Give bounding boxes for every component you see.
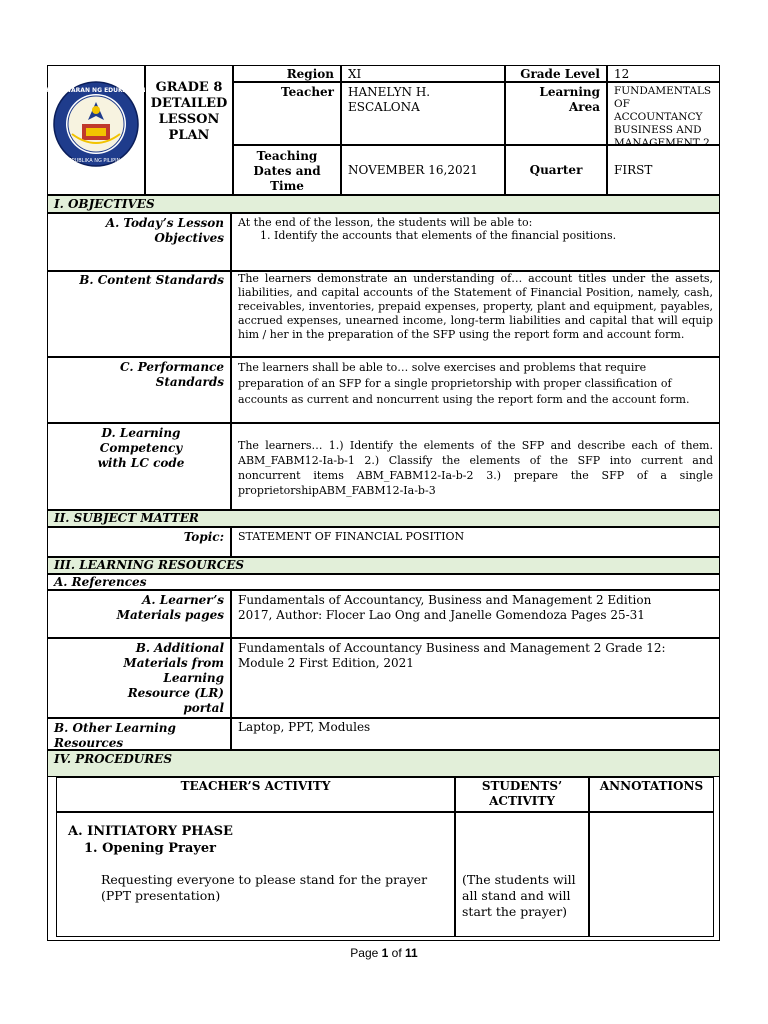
- deped-seal-logo: [46, 80, 146, 168]
- initiatory-phase-heading: A. INITIATORY PHASE: [68, 824, 233, 839]
- objectives-item-1: 1. Identify the accounts that elements of the financial positions.: [260, 229, 617, 242]
- performance-standards-label: C. Performance Standards: [47, 357, 231, 423]
- performance-standards-value: The learners shall be able to… solve exercises and problems that require preparation of an SFP for a single proprietorship with proper classification of accounts as current and noncurrent using the report form and the account form.: [231, 357, 720, 423]
- page-current: 1: [381, 946, 389, 960]
- references-label: A. References: [47, 574, 720, 590]
- other-resources-value: Laptop, PPT, Modules: [231, 718, 720, 750]
- student-activity-text: (The students will all stand and will start the prayer): [462, 872, 576, 919]
- teacher-label: Teacher: [233, 82, 341, 145]
- subject-matter-heading: II. SUBJECT MATTER: [47, 510, 720, 527]
- topic-value: STATEMENT OF FINANCIAL POSITION: [231, 527, 720, 557]
- page-number: [284, 946, 484, 960]
- content-standards-label: B. Content Standards: [47, 271, 231, 357]
- grade-level-label: Grade Level: [505, 65, 607, 82]
- grade-level-value: 12: [607, 65, 720, 82]
- teacher-value: HANELYN H. ESCALONA: [341, 82, 505, 145]
- learning-area-label: Learning Area: [505, 82, 607, 145]
- quarter-value: FIRST: [607, 145, 720, 195]
- objectives-heading: I. OBJECTIVES: [47, 195, 720, 213]
- page-prefix: Page: [350, 946, 382, 960]
- topic-label: Topic:: [47, 527, 231, 557]
- lesson-plan-title: [145, 65, 233, 195]
- teaching-dates-label: Teaching Dates and Time: [233, 145, 341, 195]
- todays-objectives-value: [231, 213, 720, 271]
- region-label: Region: [233, 65, 341, 82]
- other-resources-label: B. Other Learning Resources: [47, 718, 231, 750]
- additional-materials-value: Fundamentals of Accountancy Business and Management 2 Grade 12: Module 2 First Edition, 2021: [231, 638, 720, 718]
- lesson-plan-title-text: GRADE 8 DETAILED LESSON PLAN: [150, 80, 228, 143]
- annotations-cell: [589, 812, 714, 937]
- teacher-activity-text: Requesting everyone to please stand for the prayer (PPT presentation): [101, 872, 428, 903]
- teachers-activity-header: TEACHER’S ACTIVITY: [56, 777, 455, 812]
- teaching-dates-value: NOVEMBER 16,2021: [341, 145, 505, 195]
- todays-objectives-label: A. Today’s Lesson Objectives: [47, 213, 231, 271]
- svg-text:REPUBLIKA NG PILIPINAS: REPUBLIKA NG PILIPINAS: [65, 158, 127, 164]
- page-of: of: [388, 946, 406, 960]
- annotations-header: ANNOTATIONS: [589, 777, 714, 812]
- learning-competency-value: The learners… 1.) Identify the elements of the SFP and describe each of them. ABM_FABM12-Ia-b-1 2.) Classify the elements of the SFP into current and noncurrent items ABM_FABM12-Ia-b-2 3.) prepare the SFP of a single proprietorshipABM_FABM12-Ia-b-3: [231, 423, 720, 510]
- page-total: 11: [405, 946, 418, 960]
- quarter-label: Quarter: [505, 145, 607, 195]
- learning-area-value: FUNDAMENTALS OF ACCOUNTANCY BUSINESS AND MANAGEMENT 2: [607, 82, 720, 145]
- students-activity-header: STUDENTS’ ACTIVITY: [455, 777, 589, 812]
- region-value: XI: [341, 65, 505, 82]
- learning-competency-label: D. Learning Competency with LC code: [47, 423, 231, 510]
- learners-materials-label: A. Learner’s Materials pages: [47, 590, 231, 638]
- learning-resources-heading: III. LEARNING RESOURCES: [47, 557, 720, 574]
- opening-prayer-heading: 1. Opening Prayer: [84, 841, 216, 856]
- learners-materials-value: Fundamentals of Accountancy, Business and Management 2 Edition 2017, Author: Flocer Lao Ong and Janelle Gomendoza Pages 25-31: [231, 590, 720, 638]
- objectives-intro: At the end of the lesson, the students will be able to:: [238, 216, 533, 229]
- procedures-heading: IV. PROCEDURES: [47, 750, 720, 777]
- svg-text:KAGAWARAN NG EDUKASYON: KAGAWARAN NG EDUKASYON: [46, 87, 146, 94]
- content-standards-value: The learners demonstrate an understanding of… account titles under the assets, liabilities, and capital accounts of the Statement of Financial Position, namely, cash, receivables, inventories, prepaid expenses, property, plant and equipment, payables, accrued expenses, unearned income, long-term liabilities and capital that will equip him / her in the preparation of the SFP using the report form and account form.: [231, 271, 720, 357]
- additional-materials-label: B. Additional Materials from Learning Resource (LR) portal: [47, 638, 231, 718]
